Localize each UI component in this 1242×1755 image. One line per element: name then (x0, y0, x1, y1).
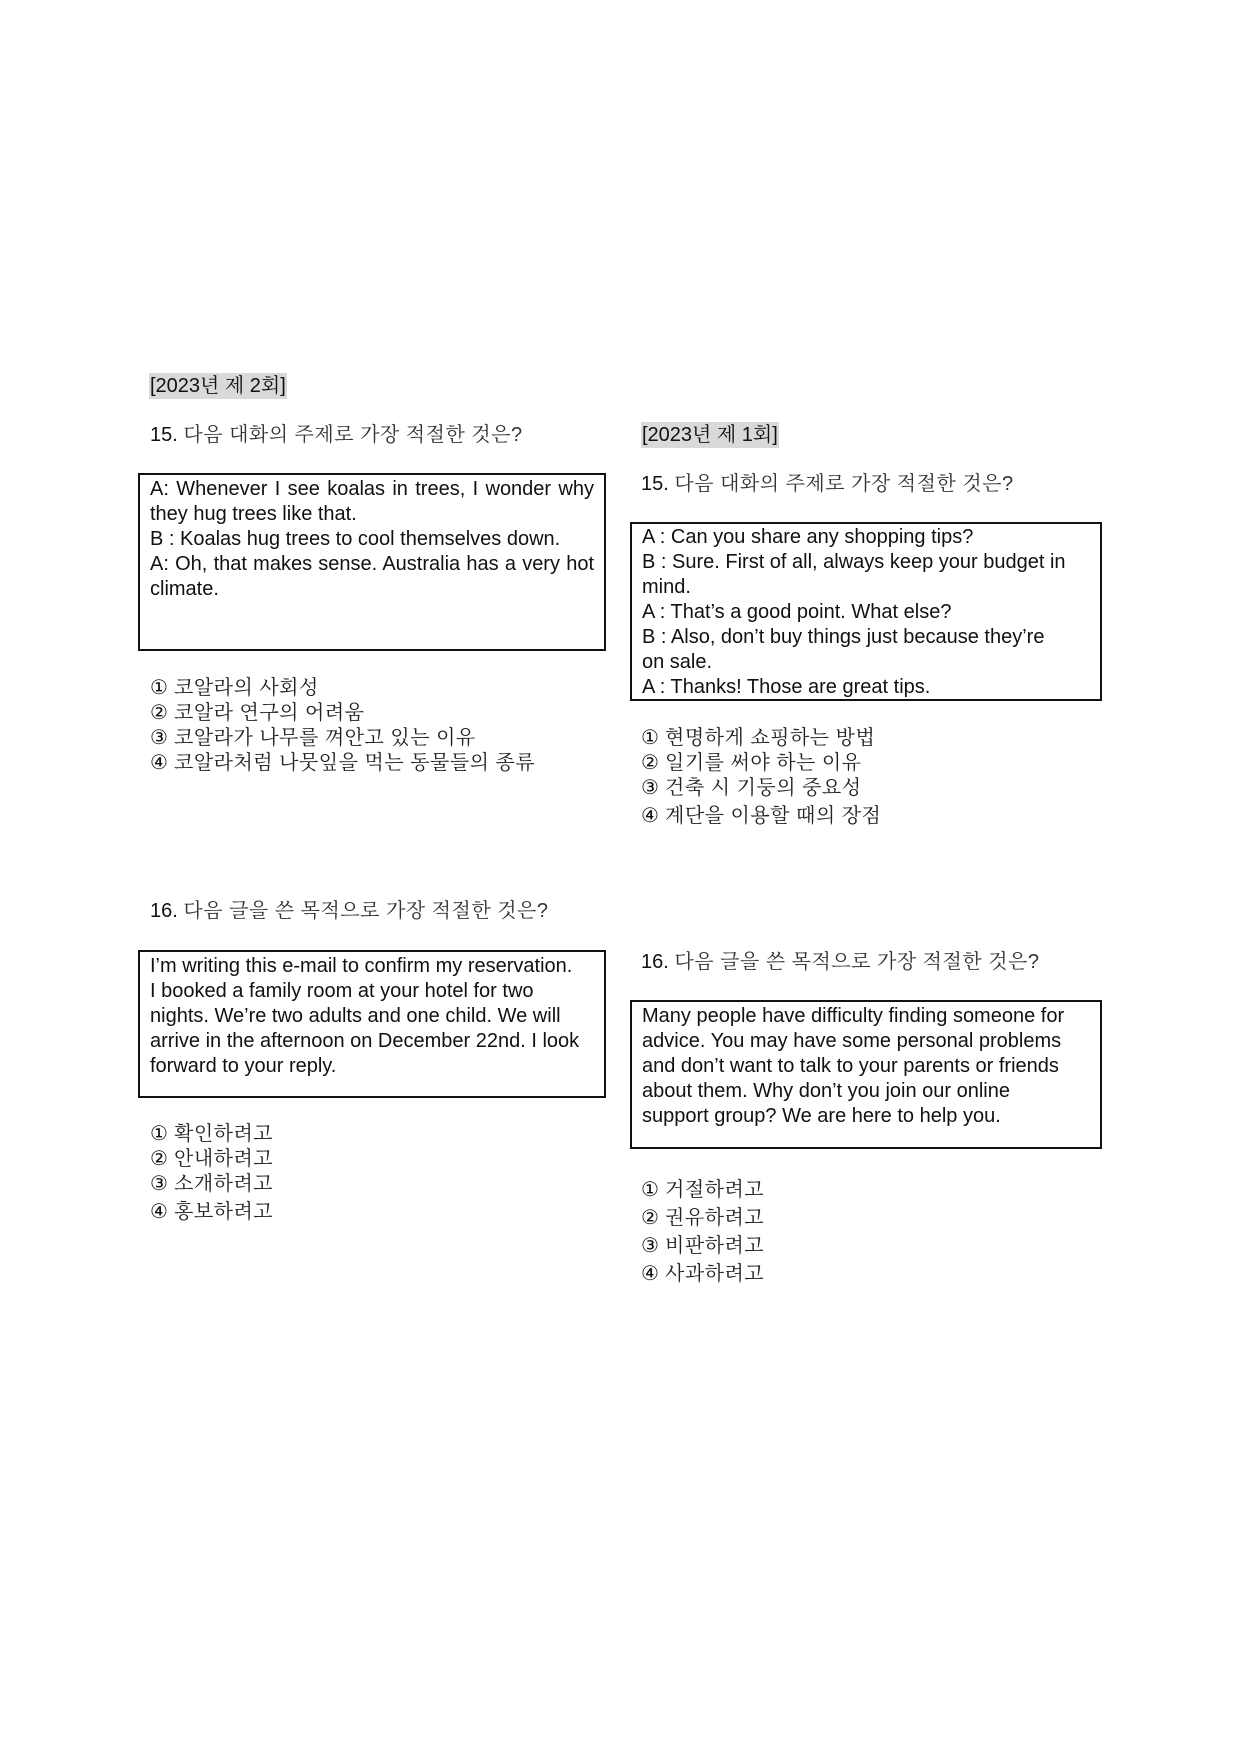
choice-1[interactable] (150, 676, 535, 701)
choice-3[interactable] (150, 1172, 273, 1197)
question-16-title (150, 898, 548, 924)
choice-2[interactable] (150, 1147, 273, 1172)
choice-text: 안내하려고 (174, 1148, 274, 1170)
choice-4[interactable] (641, 804, 881, 829)
choice-text: 비판하려고 (665, 1235, 765, 1257)
question-number: 15. (150, 424, 178, 446)
passage-line: about them. Why don’t you join our online (642, 1080, 1010, 1102)
choice-mark: ① (641, 727, 660, 749)
session-label-2023-1: [2023년 제 1회] (642, 424, 778, 446)
passage-line: A : Thanks! Those are great tips. (642, 676, 931, 698)
choice-text: 거절하려고 (665, 1179, 765, 1201)
question-number: 16. (641, 951, 669, 973)
choice-text: 권유하려고 (665, 1207, 765, 1229)
choice-text: 계단을 이용할 때의 장점 (665, 805, 882, 827)
passage-line: B : Koalas hug trees to cool themselves down. (150, 528, 561, 550)
question-16-title (641, 949, 1039, 975)
choice-text: 홍보하려고 (174, 1201, 274, 1223)
passage-line: B : Sure. First of all, always keep your budget in (642, 551, 1066, 573)
passage-line: forward to your reply. (150, 1055, 337, 1077)
passage-line: A: Oh, that makes sense. Australia has a very hot climate. (150, 553, 594, 600)
question-number: 15. (641, 473, 669, 495)
choice-mark: ② (150, 1148, 169, 1170)
choice-mark: ③ (150, 727, 169, 749)
question-prompt: 다음 글을 쓴 목적으로 가장 적절한 것은? (183, 900, 549, 922)
dialogue-passage-box (138, 473, 606, 651)
choice-text: 코알라 연구의 어려움 (174, 702, 365, 724)
passage-line: nights. We’re two adults and one child. We will (150, 1005, 561, 1027)
choice-mark: ② (150, 702, 169, 724)
letter-passage-box (138, 950, 606, 1098)
choice-4[interactable] (641, 1262, 764, 1287)
question-15-title (150, 422, 523, 448)
choice-mark: ① (150, 1123, 169, 1145)
choice-text: 확인하려고 (174, 1123, 274, 1145)
advertisement-passage-box (630, 1000, 1102, 1149)
dialogue-passage-box (630, 522, 1102, 701)
choice-mark: ③ (641, 777, 660, 799)
choice-3[interactable] (641, 776, 881, 801)
choice-text: 건축 시 기둥의 중요성 (665, 777, 862, 799)
choice-2[interactable] (641, 1206, 764, 1231)
choice-3[interactable] (641, 1234, 764, 1259)
answer-choices (641, 1178, 764, 1287)
passage-line: A: Whenever I see koalas in trees, I wonder why they hug trees like that. (150, 478, 594, 525)
passage-line: I’m writing this e-mail to confirm my reservation. (150, 955, 573, 977)
passage-line: support group? We are here to help you. (642, 1105, 1001, 1127)
choice-mark: ② (641, 1207, 660, 1229)
choice-4[interactable] (150, 1200, 273, 1225)
choice-2[interactable] (641, 751, 881, 776)
passage-line: mind. (642, 576, 691, 598)
choice-mark: ① (641, 1179, 660, 1201)
choice-text: 사과하려고 (665, 1263, 765, 1285)
choice-mark: ② (641, 752, 660, 774)
passage-line: B : Also, don’t buy things just because they’re (642, 626, 1045, 648)
question-number: 16. (150, 900, 178, 922)
choice-mark: ③ (150, 1173, 169, 1195)
passage-line: on sale. (642, 651, 713, 673)
question-prompt: 다음 대화의 주제로 가장 적절한 것은? (183, 424, 523, 446)
session-label-2023-2: [2023년 제 2회] (150, 375, 286, 397)
choice-4[interactable] (150, 751, 535, 776)
choice-mark: ④ (150, 752, 169, 774)
choice-mark: ④ (150, 1201, 169, 1223)
choice-3[interactable] (150, 726, 535, 751)
passage-line: advice. You may have some personal problems (642, 1030, 1062, 1052)
question-15-title (641, 471, 1014, 497)
question-prompt: 다음 글을 쓴 목적으로 가장 적절한 것은? (674, 951, 1040, 973)
choice-mark: ① (150, 677, 169, 699)
answer-choices (150, 676, 535, 776)
passage-line: A : That’s a good point. What else? (642, 601, 952, 623)
choice-1[interactable] (641, 1178, 764, 1203)
passage-line: Many people have difficulty finding someone for (642, 1005, 1065, 1027)
passage-line: A : Can you share any shopping tips? (642, 526, 974, 548)
choice-1[interactable] (150, 1122, 273, 1147)
choice-text: 소개하려고 (174, 1173, 274, 1195)
passage-line: and don’t want to talk to your parents or friends (642, 1055, 1059, 1077)
choice-1[interactable] (641, 726, 881, 751)
choice-mark: ④ (641, 1263, 660, 1285)
passage-line: I booked a family room at your hotel for two (150, 980, 534, 1002)
choice-text: 코알라가 나무를 껴안고 있는 이유 (174, 727, 476, 749)
choice-text: 현명하게 쇼핑하는 방법 (665, 727, 876, 749)
choice-2[interactable] (150, 701, 535, 726)
choice-text: 코알라처럼 나뭇잎을 먹는 동물들의 종류 (174, 752, 536, 774)
choice-mark: ④ (641, 805, 660, 827)
answer-choices (641, 726, 881, 829)
choice-mark: ③ (641, 1235, 660, 1257)
question-prompt: 다음 대화의 주제로 가장 적절한 것은? (674, 473, 1014, 495)
choice-text: 일기를 써야 하는 이유 (665, 752, 862, 774)
choice-text: 코알라의 사회성 (174, 677, 319, 699)
passage-line: arrive in the afternoon on December 22nd. I look (150, 1030, 580, 1052)
answer-choices (150, 1122, 273, 1225)
